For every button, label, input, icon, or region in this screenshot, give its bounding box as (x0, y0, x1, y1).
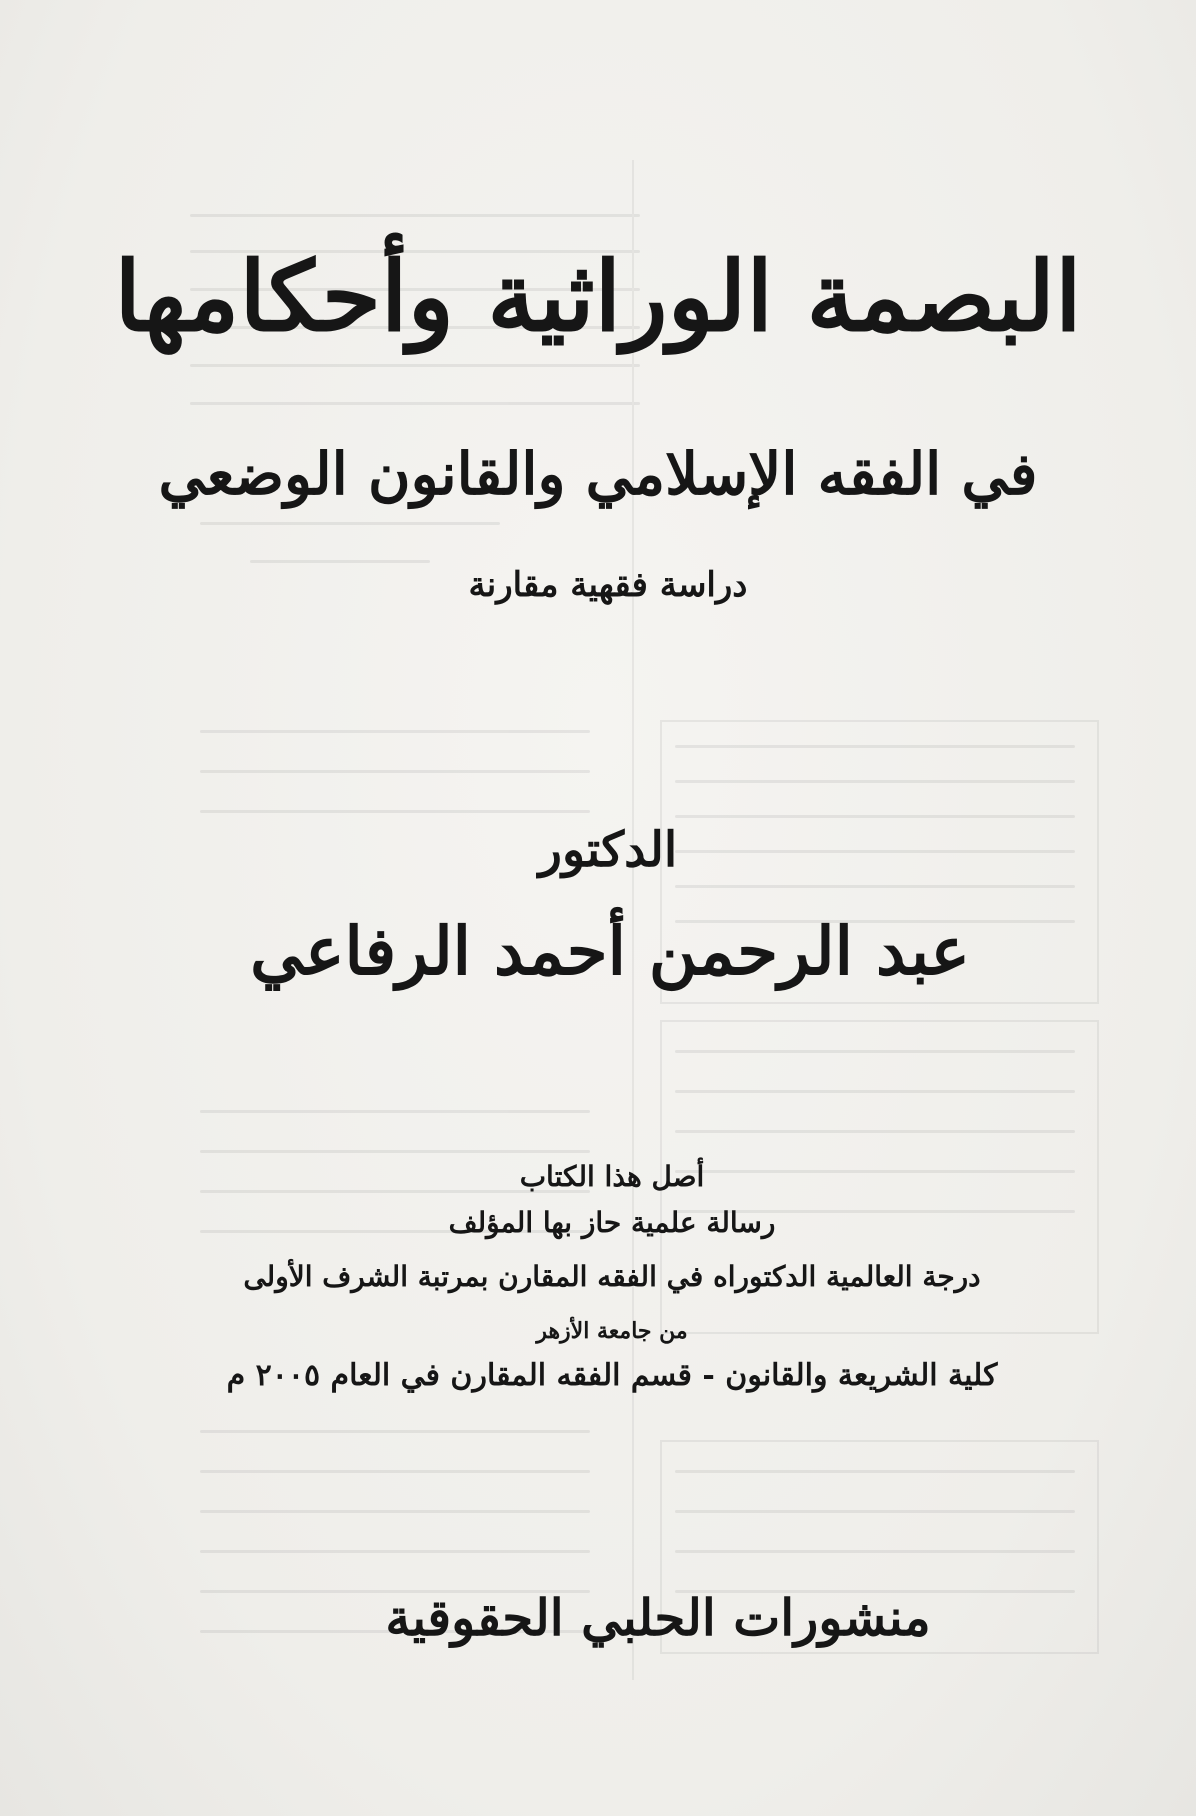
origin-line: كلية الشريعة والقانون - قسم الفقه المقارن في العام ٢٠٠٥ م (226, 1358, 998, 1393)
origin-heading: أصل هذا الكتاب (519, 1160, 705, 1193)
author-name: عبد الرحمن أحمد الرفاعي (250, 912, 970, 990)
author-title: الدكتور (538, 822, 678, 878)
origin-line: درجة العالمية الدكتوراه في الفقه المقارن بمرتبة الشرف الأولى (243, 1260, 981, 1293)
origin-line: من جامعة الأزهر (536, 1318, 688, 1344)
book-subtitle: في الفقه الإسلامي والقانون الوضعي (158, 440, 1038, 508)
origin-line: رسالة علمية حاز بها المؤلف (448, 1206, 776, 1239)
study-type: دراسة فقهية مقارنة (468, 565, 748, 605)
book-title: البصمة الوراثية وأحكامها (114, 240, 1082, 353)
publisher-name: منشورات الحلبي الحقوقية (385, 1588, 931, 1647)
